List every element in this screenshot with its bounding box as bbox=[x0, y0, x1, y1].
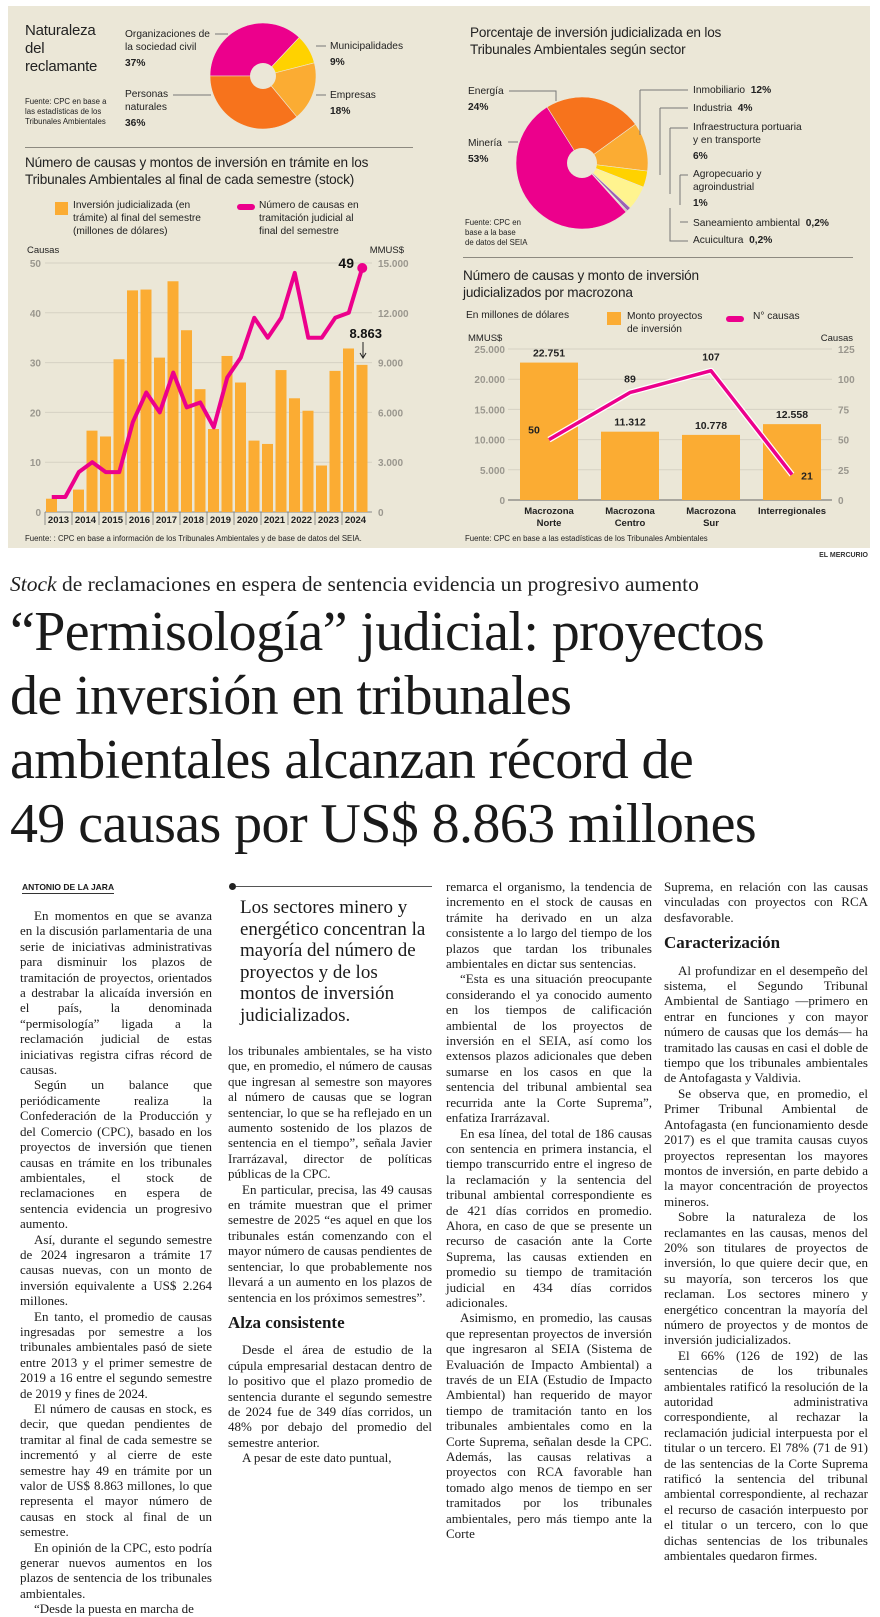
bar bbox=[330, 371, 341, 512]
paragraph: Al profundizar en el desempeño del sistema, el Segundo Tribunal Ambiental de Santiago —primero en entrar en funciones y con mayor número de causas que los demás— ha tramitado las causas en casi el doble de tiempo que los tribunales ambientales de Antofagasta y Valdivia. bbox=[664, 963, 868, 1086]
x-tick-label: Interregionales bbox=[758, 506, 826, 517]
paragraph: Suprema, en relación con las causas vinculadas con proyectos con RCA desfavorable. bbox=[664, 879, 868, 925]
annotation-arrow bbox=[360, 342, 366, 358]
slice-value: 37% bbox=[125, 57, 210, 70]
annotation-last-causas: 49 bbox=[338, 255, 354, 271]
line-point bbox=[357, 263, 367, 273]
publication-credit: EL MERCURIO bbox=[819, 552, 868, 559]
bar bbox=[601, 432, 659, 500]
bar bbox=[682, 435, 740, 500]
slice-value: 53% bbox=[468, 153, 502, 166]
x-tick-label: Macrozona bbox=[686, 506, 736, 517]
label-line: Inmobiliario bbox=[693, 85, 745, 96]
y-tick-right: 15.000 bbox=[378, 259, 409, 270]
label-line: y en transporte bbox=[693, 134, 802, 147]
bar bbox=[249, 441, 260, 512]
bar bbox=[303, 411, 314, 512]
title-line: Tribunales Ambientales según sector bbox=[470, 41, 721, 58]
annotation-last-monto: 8.863 bbox=[349, 326, 382, 341]
paragraph: En tanto, el promedio de causas ingresadas por semestre a los tribunales ambientales pasó de siete entre 2013 y el primer semestre de 2019 a 16 entre el segundo semestre de 2019 y fines de 2024. bbox=[20, 1309, 212, 1401]
y-tick-right: 9.000 bbox=[378, 359, 403, 370]
source-line: Fuente: CPC en base a bbox=[25, 97, 106, 107]
paragraph: Según un balance que periódicamente realiza la Confederación de la Producción y del Comercio (CPC), basado en los proyectos de inversión que tienen causas en trámite en los tribunales ambientales, el stock de reclamaciones en espera de sentencia evidencia un progresivo aumento. bbox=[20, 1077, 212, 1231]
bullet-dot bbox=[229, 883, 236, 890]
x-tick-label: 2015 bbox=[102, 515, 124, 526]
charts-layer bbox=[0, 0, 880, 560]
byline: ANTONIO DE LA JARA bbox=[22, 882, 114, 894]
y-tick-right: 100 bbox=[838, 375, 855, 386]
x-tick-label: 2019 bbox=[210, 515, 231, 526]
pull-quote: Los sectores minero y energético concentran la mayoría del número de proyectos y de los montos de inversión judicializados. bbox=[240, 897, 435, 1026]
legend-line: de inversión bbox=[627, 323, 702, 336]
label-line: Personas bbox=[125, 88, 168, 101]
bar bbox=[168, 281, 179, 512]
causas-line-outline bbox=[549, 371, 792, 475]
slice-value: 4% bbox=[738, 103, 753, 114]
x-tick-label: 2017 bbox=[156, 515, 177, 526]
article-column-2 bbox=[228, 1043, 432, 1568]
y-tick-left: 30 bbox=[30, 359, 42, 370]
y-tick-right: 50 bbox=[838, 436, 850, 447]
bar bbox=[181, 330, 192, 512]
y-axis-label-left: Causas bbox=[27, 245, 59, 256]
y-tick-left: 10.000 bbox=[474, 436, 505, 447]
source-line: las estadísticas de los bbox=[25, 107, 106, 117]
paragraph: En opinión de la CPC, esto podría generar nuevos aumentos en los plazos de sentencia de los tribunales ambientales. bbox=[20, 1540, 212, 1602]
y-tick-right: 12.000 bbox=[378, 309, 409, 320]
slice-value: 1% bbox=[693, 197, 762, 210]
bar bbox=[316, 466, 327, 512]
title-line: del bbox=[25, 40, 97, 58]
slice-value: 24% bbox=[468, 101, 504, 114]
title-line: Naturaleza bbox=[25, 22, 97, 40]
y-tick-left: 25.000 bbox=[474, 345, 505, 356]
x-tick-label: Macrozona bbox=[524, 506, 574, 517]
headline-line: “Permisología” judicial: proyectos bbox=[10, 600, 764, 664]
x-tick-label: 2016 bbox=[129, 515, 150, 526]
line-value-label: 107 bbox=[702, 352, 720, 364]
source-line: Tribunales Ambientales bbox=[25, 117, 106, 127]
article-column-4 bbox=[664, 879, 868, 1569]
x-tick-label: 2022 bbox=[291, 515, 312, 526]
paragraph: El número de causas en stock, es decir, que quedan pendientes de tramitar al final de cada semestre se incrementó y al cierre de este semestre hay 49 en trámite por un valor de US$ 8.863 millones, lo que representa el mayor número de causas en stock al final de un semestre. bbox=[20, 1401, 212, 1540]
label-line: Empresas bbox=[330, 89, 376, 102]
y-tick-right: 0 bbox=[378, 508, 384, 519]
causas-line bbox=[549, 371, 792, 475]
paragraph: En particular, precisa, las 49 causas en trámite muestran que el primer semestre de 2025 “es aquel en que los tribunales están comenzando con el mayor número de causas pendientes de sentenciar, lo que probablemente nos llevará a un aumento en los plazos de sentencia en los próximos semestres”. bbox=[228, 1182, 432, 1305]
paragraph: A pesar de este dato puntual, bbox=[228, 1450, 432, 1465]
bar bbox=[154, 358, 165, 512]
y-tick-left: 20 bbox=[30, 408, 42, 419]
kicker-italic: Stock bbox=[10, 572, 57, 596]
legend-line: tramitación judicial al bbox=[259, 212, 359, 225]
paragraph: En esa línea, del total de 186 causas con sentencia en primera instancia, el tiempo transcurrido entre el ingreso de la reclamación y la sentencia del tribunal ambiental correspondiente es de 421 días corridos en promedio. Ahora, en caso de que se presente un recurso de casación ante la Corte Suprema, las causas extienden en promedio su tiempo de tramitación judicial en 434 días corridos adicionales. bbox=[446, 1126, 652, 1311]
label-line: Agropecuario y bbox=[693, 168, 762, 181]
bar-value-label: 10.778 bbox=[695, 420, 727, 432]
label-line: Infraestructura portuaria bbox=[693, 121, 802, 134]
title-line: judicializados por macrozona bbox=[463, 284, 699, 301]
paragraph: “Esta es una situación preocupante considerando el ya conocido aumento en los tiempos de calificación ambiental de los proyectos de inversión en el SEIA, así como los extensos plazos adicionales que deben sumarse en los casos en que la sentencia del tribunal ambiental sea recurrida ante la Corte Suprema”, enfatiza Irarrázaval. bbox=[446, 971, 652, 1125]
label-line: naturales bbox=[125, 101, 168, 114]
label-line: Acuicultura bbox=[693, 235, 743, 246]
bar-value-label: 12.558 bbox=[776, 409, 808, 421]
bar bbox=[87, 431, 98, 512]
paragraph: Se observa que, en promedio, el Primer Tribunal Ambiental de Antofagasta (en funcionamiento desde 2017) es el que tramita causas cuyos proyectos representan los mayores montos de inversión, en parte debido a la mayor concentración de proyectos mineros. bbox=[664, 1086, 868, 1209]
bar bbox=[262, 444, 273, 512]
y-tick-left: 50 bbox=[30, 259, 42, 270]
headline-line: de inversión en tribunales bbox=[10, 664, 764, 728]
y-tick-right: 6.000 bbox=[378, 408, 403, 419]
y-tick-right: 125 bbox=[838, 345, 855, 356]
x-tick-label: 2024 bbox=[345, 515, 367, 526]
section-heading: Alza consistente bbox=[228, 1315, 432, 1330]
slice-value: 12% bbox=[751, 85, 771, 96]
bar bbox=[114, 359, 125, 512]
y-tick-left: 40 bbox=[30, 309, 42, 320]
label-line: la sociedad civil bbox=[125, 41, 210, 54]
y-tick-left: 0 bbox=[35, 508, 41, 519]
bar bbox=[73, 490, 84, 512]
title-line: reclamante bbox=[25, 58, 97, 76]
title-line: Porcentaje de inversión judicializada en los bbox=[470, 24, 721, 41]
label-line: Minería bbox=[468, 137, 502, 150]
x-tick-label: 2014 bbox=[75, 515, 97, 526]
y-tick-right: 3.000 bbox=[378, 458, 403, 469]
y-tick-left: 20.000 bbox=[474, 375, 505, 386]
title-line: Número de causas y monto de inversión bbox=[463, 267, 699, 284]
line-value-label: 89 bbox=[624, 373, 636, 385]
y-tick-right: 0 bbox=[838, 496, 844, 507]
line-value-label: 21 bbox=[801, 471, 813, 483]
bar bbox=[46, 499, 57, 512]
title-line: Número de causas y montos de inversión en trámite en los bbox=[25, 154, 368, 171]
label-line: Saneamiento ambiental bbox=[693, 218, 800, 229]
kicker bbox=[10, 572, 699, 597]
x-tick-label: 2018 bbox=[183, 515, 204, 526]
slice-value: 9% bbox=[330, 56, 403, 69]
legend-line: Monto proyectos bbox=[627, 310, 702, 323]
paragraph: Sobre la naturaleza de los reclamantes en las causas, menos del 20% son titulares de proyectos de inversión, lo que quiere decir que, en su mayoría, son terceros los que reclaman. Los sectores minero y energético concentran la mayoría del número de proyectos y de montos de inversión judicializados. bbox=[664, 1209, 868, 1348]
y-axis-label-right: Causas bbox=[821, 333, 853, 344]
bar bbox=[100, 436, 111, 512]
source-line: base a la base bbox=[465, 228, 527, 238]
x-tick-label: Sur bbox=[703, 518, 719, 529]
paragraph: Asimismo, en promedio, las causas que representan proyectos de inversión que ingresaron al SEIA (Sistema de Evaluación de Impacto Ambiental) a través de un EIA (Estudio de Impacto Ambiental) han requerido de mayor tiempo de tramitación tanto en los tribunales ambientales como en la Corte Suprema, señalan desde la CPC. Además, las causas relativas a proyectos con RCA favorable han tomado algo menos de tiempo en ser tramitados por los tribunales ambientales, pero más tiempo ante la Corte bbox=[446, 1310, 652, 1541]
headline-line: ambientales alcanzan récord de bbox=[10, 728, 764, 792]
legend-line: (millones de dólares) bbox=[73, 225, 201, 238]
x-tick-label: Macrozona bbox=[605, 506, 655, 517]
bar bbox=[235, 383, 246, 512]
paragraph: En momentos en que se avanza en la discusión parlamentaria de una serie de iniciativas administrativas para disminuir los plazos de tramitación de proyectos, orientados a destrabar la alicaída inversión en el país, la denominada “permisología” ligada a la reclamación judicial de estas iniciativas registra cifras récord de causas. bbox=[20, 908, 212, 1077]
headline bbox=[10, 600, 764, 856]
x-tick-label: 2021 bbox=[264, 515, 286, 526]
legend-line: Inversión judicializada (en bbox=[73, 199, 201, 212]
leader-line bbox=[670, 208, 688, 241]
legend-line: final del semestre bbox=[259, 225, 359, 238]
slice-value: 0,2% bbox=[806, 218, 829, 229]
y-tick-right: 25 bbox=[838, 466, 850, 477]
y-tick-left: 10 bbox=[30, 458, 42, 469]
paragraph: “Desde la puesta en marcha de bbox=[20, 1601, 212, 1616]
label-line: Municipalidades bbox=[330, 40, 403, 53]
x-tick-label: Norte bbox=[537, 518, 562, 529]
y-axis-label-right: MMUS$ bbox=[370, 245, 405, 256]
paragraph: Desde el área de estudio de la cúpula empresarial destacan dentro de lo positivo que el plazo promedio de sentencia durante el segundo semestre de 2024 fue de 349 días corridos, un 48% por debajo del promedio del semestre anterior. bbox=[228, 1342, 432, 1450]
line-value-label: 50 bbox=[528, 425, 540, 437]
stock-chart-source: Fuente: : CPC en base a información de los Tribunales Ambientales y de base de datos del SEIA. bbox=[25, 534, 362, 544]
paragraph: los tribunales ambientales, se ha visto que, en promedio, el número de causas que ingresan al semestre son mayores al número de causas que se logran sentenciar, lo que se ha reflejado en un aumento sostenido de los plazos de sentencia en el tiempo”, señala Javier Irarrázaval, director de políticas públicas de la CPC. bbox=[228, 1043, 432, 1182]
bar bbox=[208, 429, 219, 512]
label-line: agroindustrial bbox=[693, 181, 762, 194]
y-tick-right: 75 bbox=[838, 405, 850, 416]
legend-line-label: N° causas bbox=[753, 310, 800, 323]
bar bbox=[763, 424, 821, 500]
source-line: Fuente: CPC en bbox=[465, 218, 527, 228]
paragraph: El 66% (126 de 192) de las sentencias de los tribunales ambientales ratificó la resolución de la autoridad administrativa correspondiente, al rechazar la reclamación judicial interpuesta por el titular o un tercero. El 78% (71 de 91) de las sentencias de la Corte Suprema ratificó la sentencia del tribunal ambiental correspondiente, al rechazar el recurso de casación interpuesto por el titular o un tercero, con lo que dichas sentencias de los tribunales ambientales quedaron firmes. bbox=[664, 1348, 868, 1564]
section-heading: Caracterización bbox=[664, 935, 868, 950]
x-tick-label: 2020 bbox=[237, 515, 258, 526]
label-line: Organizaciones de bbox=[125, 28, 210, 41]
slice-value: 18% bbox=[330, 105, 376, 118]
article-column-3 bbox=[446, 879, 652, 1569]
bar bbox=[343, 348, 354, 512]
slice-value: 6% bbox=[693, 150, 802, 163]
bar-value-label: 22.751 bbox=[533, 348, 565, 360]
macrozona-subtitle: En millones de dólares bbox=[466, 309, 569, 322]
y-tick-left: 15.000 bbox=[474, 405, 505, 416]
y-tick-left: 0 bbox=[499, 496, 505, 507]
pie-hole bbox=[567, 148, 597, 178]
label-line: Energía bbox=[468, 85, 504, 98]
legend-line: trámite) al final del semestre bbox=[73, 212, 201, 225]
x-tick-label: 2013 bbox=[48, 515, 69, 526]
paragraph: Así, durante el segundo semestre de 2024 ingresaron a trámite 17 causas nuevas, con un monto de inversión equivalente a US$ 2.264 millones. bbox=[20, 1232, 212, 1309]
bar bbox=[127, 290, 138, 512]
slice-value: 0,2% bbox=[749, 235, 772, 246]
paragraph: remarca el organismo, la tendencia de incremento en el stock de causas en trámite ha derivado en un alza consistente a lo largo del tiempo de los plazos que tardan los tribunales ambientales en dictar sus sentencias. bbox=[446, 879, 652, 971]
bar bbox=[289, 398, 300, 512]
macrozona-chart-source: Fuente: CPC en base a las estadísticas de los Tribunales Ambientales bbox=[465, 534, 708, 544]
x-tick-label: 2023 bbox=[318, 515, 339, 526]
legend-line: Número de causas en bbox=[259, 199, 359, 212]
x-tick-label: Centro bbox=[615, 518, 646, 529]
bar bbox=[276, 370, 287, 512]
kicker-text: de reclamaciones en espera de sentencia evidencia un progresivo aumento bbox=[57, 572, 699, 596]
leader-line bbox=[509, 91, 556, 101]
article-column-1 bbox=[20, 908, 212, 1568]
slice-value: 36% bbox=[125, 117, 168, 130]
pull-quote-rule bbox=[236, 886, 432, 887]
title-line: Tribunales Ambientales al final de cada semestre (stock) bbox=[25, 171, 368, 188]
y-tick-left: 5.000 bbox=[480, 466, 505, 477]
label-line: Industria bbox=[693, 103, 732, 114]
pie-hole bbox=[250, 63, 276, 89]
y-axis-label-left: MMUS$ bbox=[468, 333, 503, 344]
source-line: de datos del SEIA bbox=[465, 238, 527, 248]
bar-value-label: 11.312 bbox=[614, 417, 646, 429]
headline-line: 49 causas por US$ 8.863 millones bbox=[10, 792, 764, 856]
bar bbox=[357, 365, 368, 512]
